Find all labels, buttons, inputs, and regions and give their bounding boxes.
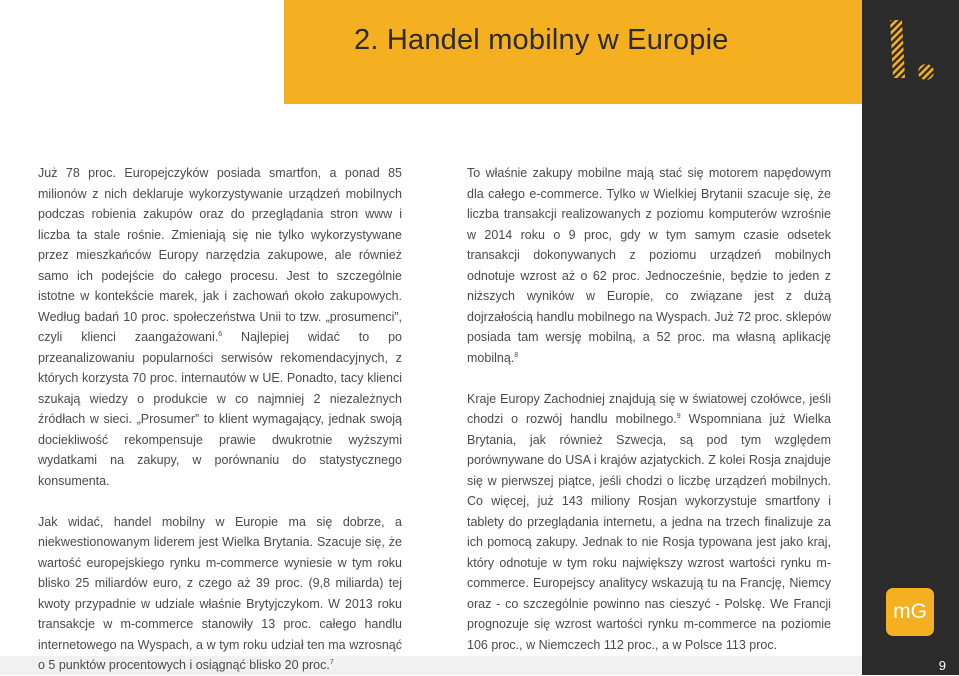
page-title: 2. Handel mobilny w Europie [354,24,729,56]
brand-slash-dot-icon [888,20,936,82]
text-run: Już 78 proc. Europejczyków posiada smartfon, a ponad 85 milionów z nich deklaruje wykorzystywanie urządzeń mobilnych podczas robienia zakupów oraz do przeglądania stron www i liczba ta stale rośnie. Zmieniają się nie tylko wykorzystywane przez mieszkańców Europy narzędzia zakupowe, ale również samo ich podejście do całego procesu. Jest to szczególnie istotne w kontekście marek, jak i zachowań około zakupowych. Według badań 10 proc. społeczeństwa Unii to tzw. „prosumenci”, czyli klienci zaangażowani. [38,166,402,344]
left-column [38,163,402,676]
footnote-ref: 7 [329,658,334,666]
footnote-ref: 9 [676,412,681,420]
right-paragraph-2 [467,389,831,656]
text-run: Najlepiej widać to po przeanalizowaniu popularności serwisów rekomendacyjnych, z których korzysta 70 proc. internautów w UE. Ponadto, tacy klienci szukają wiedzy o produkcie w co najmniej 2 niezależnych źródłach w sieci. „Prosumer” to klient wymagający, jednak swoją dociekliwość rekompensuje prawie dwukrotnie wyższymi wydatkami na zakupy, w porównaniu do statystycznego konsumenta. [38,330,402,488]
right-column [467,163,831,655]
left-paragraph-2 [38,512,402,676]
text-run: Wspomniana już Wielka Brytania, jak również Szwecja, są pod tym względem porównywane do USA i krajów azjatyckich. Z kolei Rosja znajduje się w pierwszej piątce, jeśli chodzi o liczbę urządzeń mobilnych. Co więcej, już 143 miliony Rosjan wykorzystuje smartfony i tablety do przeglądania internetu, a jedna na trzech finalizuje za ich pomocą zakupy. Jednak to nie Rosja typowana jest jako kraj, który odnotuje w tym roku największy wzrost wartości rynku m-commerce. Europejscy analitycy wskazują tu na Francję, Niemcy oraz - co szczególnie powinno nas cieszyć - Polskę. We Francji prognozuje się wzrost wartości rynku m-commerce na poziomie 106 proc., w Niemczech 112 proc., a w Polsce 113 proc. [467,412,831,652]
footnote-ref: 8 [514,351,519,359]
text-run: To właśnie zakupy mobilne mają stać się motorem napędowym dla całego e-commerce. Tylko w Wielkiej Brytanii szacuje się, że liczba transakcji realizowanych z poziomu komputerów wzrośnie w 2014 roku o 9 proc, gdy w tym samym czasie odsetek transakcji dokonywanych z poziomu urządzeń mobilnych odnotuje wzrost aż o 62 proc. Jednocześnie, będzie to jeden z niższych wyników w Europie, co związane jest z dużą dojrzałością handlu mobilnego na Wyspach. Już 72 proc. sklepów posiada tam wersję mobilną, a 52 proc. ma własną aplikację mobilną. [467,166,831,365]
page-number: 9 [938,658,946,673]
sidebar [862,0,959,675]
text-run: Kraje Europy Zachodniej znajdują się w światowej czołówce, jeśli chodzi o rozwój handlu mobilnego. [467,391,831,426]
right-paragraph-1 [467,163,831,368]
mg-badge: mG [886,588,934,636]
left-paragraph-1 [38,163,402,491]
footnote-ref: 6 [218,330,223,338]
text-run: Jak widać, handel mobilny w Europie ma się dobrze, a niekwestionowanym liderem jest Wielka Brytania. Szacuje się, że wartość europejskiego rynku m-commerce wyniesie w tym roku blisko 25 miliardów euro, z czego aż 39 proc. (9,8 miliarda) tej kwoty przypadnie w udziale właśnie Brytyjczykom. W 2013 roku transakcje w m-commerce stanowiły 13 proc. całego handlu internetowego na Wyspach, a w tym roku udział ten ma wzrosnąć o 5 punktów procentowych i osiągnąć blisko 20 proc. [38,514,402,672]
